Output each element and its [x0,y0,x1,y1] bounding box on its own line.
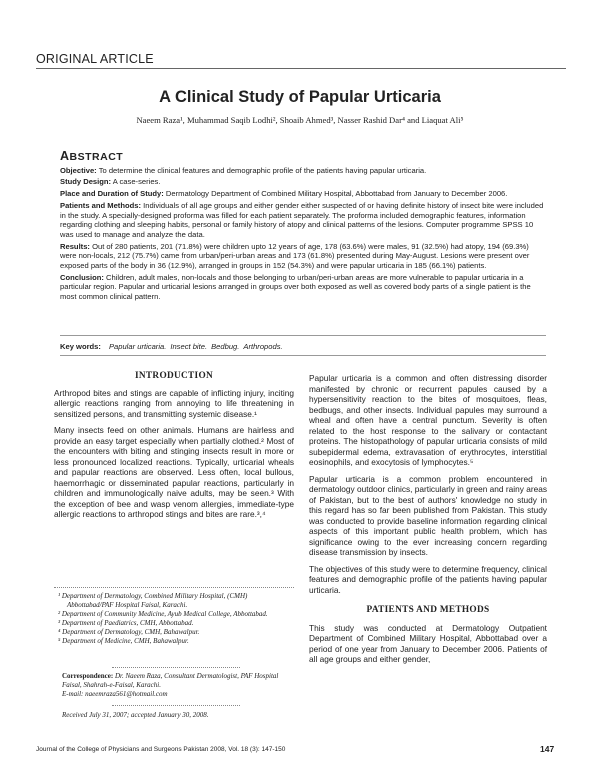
affiliation-item: ³ Department of Paediatrics, CMH, Abbottabad. [58,619,194,627]
article-title: A Clinical Study of Papular Urticaria [159,88,441,106]
correspondence-email: E-mail: naeemraza561@hotmail.com [62,690,168,698]
body-paragraph: Papular urticaria is a common problem encountered in dermatology outdoor clinics, particularly in green and rainy areas of Pakistan, but to the best of authors' knowledge no study in this regard has so far been published from Pakistan. This study was conducted to provide baseline information regarding clinical aspects of this important public health problem, which has significance owing to the ever increasing concern regarding disease transmission by insects. [309,473,547,557]
footnote-rule [54,587,294,588]
affiliation-item: ⁴ Department of Dermatology, CMH, Bahawalpur. [58,628,200,636]
abstract-heading: ABSTRACT [60,149,124,163]
body-paragraph: The objectives of this study were to determine frequency, clinical features and demographic profile of the patients having papular urticaria. [309,563,547,595]
intro-paragraph: Arthropod bites and stings are capable of inflicting injury, inciting allergic reactions ranging from annoying to life threatening in sensitized persons, and transmitting systemic disease.¹ [54,387,294,419]
body-paragraph: Papular urticaria is a common and often distressing disorder manifested by chronic or recurrent papules caused by a hypersensitivity reaction to the bites of mosquitoes, fleas, bedbugs, and other insects. Individual papules may surround a wheal and often have a central punctum. Severity is often related to the host response to the salivary or contactant proteins. The histopathology of papular urticaria consists of mild subepidermal edema, extravasation of erythrocytes, interstitial eosinophils, and exocytosis of lymphocytes.⁵ [309,373,547,467]
abstract-place: Place and Duration of Study: Dermatology Department of Combined Military Hospital, Abbottabad from January to December 2006. [60,189,508,199]
left-column [54,371,294,526]
affiliation-item: ² Department of Community Medicine, Ayub Medical College, Abbottabad. [58,610,268,618]
right-column [309,373,547,671]
abstract-methods: Patients and Methods: Individuals of all age groups and either gender either suspected of or having definite history of insect bite were included in the study. A specially-designed proforma was filled for each patient separately. The proforma included demographic features, information regarding clothing and sleeping habits, personal or family history of atopy and clinical patterns of the lesions. Computer programme SPSS 10 was used to manage and analyze the data. [60,200,544,239]
abstract [60,149,546,304]
body-paragraph: This study was conducted at Dermatology Outpatient Department of Combined Military Hospital, Abbottabad over a period of one year from January to December 2006. Patients of all age groups and either gender, [309,622,547,664]
affiliation-item: ¹ Department of Dermatology, Combined Military Hospital, (CMH) Abbottabad/PAF Hospital Faisal, Karachi. [58,592,248,609]
correspondence-rule [112,667,240,668]
received-rule [112,705,240,706]
journal-citation: Journal of the College of Physicians and Surgeons Pakistan 2008, Vol. 18 (3): 147-150 [36,746,286,753]
intro-paragraph: Many insects feed on other animals. Humans are hairless and provide an easy target especially when partially clothed.² Most of the encounters with biting and stinging insects result in more or less pronounced localized reactions. Typically, urticarial wheals and papular reactions are observed. Less often, local bullous, haemorrhagic or disseminated papular reactions, particularly in children and immunologically naive adults, may be seen.³ With the exception of bee and wasp venom allergies, immediate-type allergic reactions to arthropod stings and bites are rare.³,⁴ [54,425,294,519]
keywords: Key words: Papular urticaria. Insect bite. Bedbug. Arthropods. [60,342,283,351]
page-number: 147 [540,744,555,754]
header-rule [36,68,566,69]
abstract-conclusion: Conclusion: Children, adult males, non-locals and those belonging to urban/peri-urban areas are more vulnerable to papular urticaria in a particular region. Papular and urticarial lesions arranged in groups over both exposed as well as covered body parts of a single patient is the most common clinical pattern. [60,272,531,302]
affiliation-item: ⁵ Department of Medicine, CMH, Bahawalpur. [58,637,189,645]
keywords-rule-bottom [60,355,546,356]
methods-heading: PATIENTS AND METHODS [366,605,490,615]
affiliations [58,592,294,646]
keywords-rule-top [60,335,546,336]
abstract-objective: Objective: To determine the clinical features and demographic profile of the patients having papular urticaria. [60,165,427,175]
abstract-results: Results: Out of 280 patients, 201 (71.8%) were children upto 12 years of age, 178 (63.6%) were males, 91 (32.5%) had atopy, 194 (69.3%) were non-locals, 212 (75.7%) came from urban/peri-urban areas and 173 (61.8%) presented during May-August. Lesions were present over exposed parts of the body in 36 (12.9%), arranged in groups in 152 (54.3%) and were papular urticaria in 185 (66.1%) patients. [60,241,530,271]
correspondence: Correspondence: Dr. Naeem Raza, Consultant Dermatologist, PAF Hospital Faisal, Shahrah-e-Faisal, Karachi. E-mail: naeemraza561@hotmail.com [62,672,294,699]
section-label: ORIGINAL ARTICLE [36,52,154,66]
introduction-heading: INTRODUCTION [135,371,213,381]
abstract-design: Study Design: A case-series. [60,177,161,187]
author-list: Naeem Raza¹, Muhammad Saqib Lodhi², Shoaib Ahmed³, Nasser Rashid Dar⁴ and Liaquat Ali⁵ [136,115,464,125]
received-date: Received July 31, 2007; accepted January 30, 2008. [62,711,209,719]
